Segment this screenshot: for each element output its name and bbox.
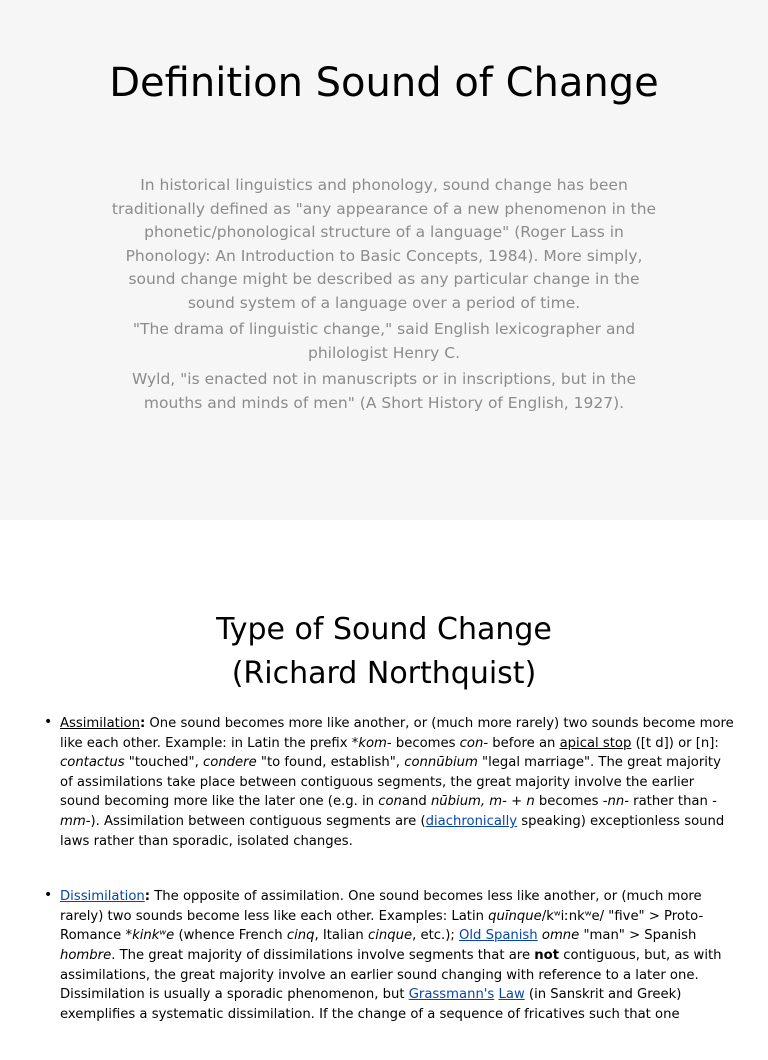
slide-types <box>0 560 768 1024</box>
title-line-1: Type of Sound Change <box>216 612 552 647</box>
link-dissimilation[interactable]: Dissimilation <box>60 889 145 905</box>
text: , Italian <box>314 928 368 944</box>
text: (whence French <box>174 928 287 944</box>
text-italic: con <box>459 735 484 751</box>
text: contiguous, but, as with assimilations, the great majority involve an earlier sound changing with reference to a later one. Dissimilation is usually a sporadic phenomenon, but <box>60 947 722 1003</box>
text-italic: omne <box>541 928 580 944</box>
slide-title <box>0 608 768 696</box>
text: - becomes <box>386 735 460 751</box>
text: One sound becomes more like another, or (much more rarely) two sounds become more like each other. Example: in Latin the prefix * <box>60 716 734 751</box>
text-italic: hombre <box>60 947 112 963</box>
term-assimilation: Assimilation <box>60 716 140 731</box>
text-italic: -nn- <box>602 794 629 810</box>
text: "legal marriage". The great majority of assimilations take place between contiguous segments, the great majority involve the earlier sound becoming more like the later one (e.g. in <box>60 755 721 810</box>
title-line-2: (Richard Northquist) <box>231 656 537 691</box>
text-italic: -mm- <box>60 794 717 829</box>
paragraph-quote: Wyld, "is enacted not in manuscripts or in inscriptions, but in the mouths and minds of men" (A Short History of English, 1927). <box>131 370 637 412</box>
text-italic: cinq <box>286 928 315 944</box>
link-diachronically[interactable]: diachronically <box>425 813 518 829</box>
link-grassmanns[interactable]: Grassmann's <box>408 987 495 1003</box>
text: "man" > Spanish <box>579 928 697 944</box>
text: "touched", <box>124 755 203 771</box>
colon: : <box>144 889 151 905</box>
bullet-assimilation <box>44 714 734 851</box>
link-old-spanish[interactable]: Old Spanish <box>458 928 538 944</box>
text: speaking) exceptionless sound laws rather than sporadic, isolated changes. <box>60 813 725 849</box>
bullet-dissimilation <box>44 887 734 1024</box>
text-italic: contactus <box>60 755 125 771</box>
slide-definition <box>0 0 768 520</box>
text: , etc.); <box>412 928 459 944</box>
text: ([t d]) or [n]: <box>631 735 719 751</box>
text: ). Assimilation between contiguous segments are ( <box>90 813 426 829</box>
text: rather than <box>628 794 713 810</box>
bullet-list <box>44 714 734 1060</box>
paragraph-definition: In historical linguistics and phonology, sound change has been traditionally defined as "any appearance of a new phenomenon in the phonetic/phonological structure of a language" (Roger Lass in Phonology: An Introduction to Basic Concepts, 1984). More simply, sound change might be described as any particular change in the sound system of a language over a period of time. <box>111 176 657 312</box>
text-italic: condere <box>203 755 257 771</box>
link-apical-stop[interactable]: apical stop <box>559 735 632 751</box>
slide-gap <box>0 520 768 560</box>
text: - before an <box>483 735 560 751</box>
bullet-icon: • <box>44 714 53 730</box>
text-italic: nūbium, m- + n <box>430 794 535 810</box>
text-italic: con <box>378 794 402 810</box>
text-italic: kom <box>358 735 387 751</box>
text: . The great majority of dissimilations involve segments that are <box>111 947 535 963</box>
text: becomes <box>534 794 603 810</box>
slide-body <box>110 174 658 418</box>
text: and <box>401 794 431 810</box>
text-italic: connūbium <box>404 755 478 771</box>
text-italic: kinkʷe <box>132 928 175 944</box>
paragraph-quote-intro: "The drama of linguistic change," said English lexicographer and philologist Henry C. <box>132 320 636 362</box>
slide-title: Definition Sound of Change <box>109 60 659 106</box>
text: (in Sanskrit and Greek) exemplifies a systematic dissimilation. If the change of a sequence of fricatives such that one <box>60 987 682 1022</box>
bullet-icon: • <box>44 887 53 904</box>
colon: : <box>139 716 146 731</box>
text: /kʷiːnkʷe/ "five" > Proto-Romance * <box>60 908 704 944</box>
text-italic: quīnque <box>488 908 542 924</box>
text: The opposite of assimilation. One sound becomes less like another, or (much more rarely) two sounds become less like each other. Examples: Latin <box>60 889 702 924</box>
text-italic: cinque <box>367 928 413 944</box>
text-bold: not <box>534 947 560 963</box>
text: "to found, establish", <box>256 755 405 771</box>
link-law[interactable]: Law <box>498 987 525 1003</box>
